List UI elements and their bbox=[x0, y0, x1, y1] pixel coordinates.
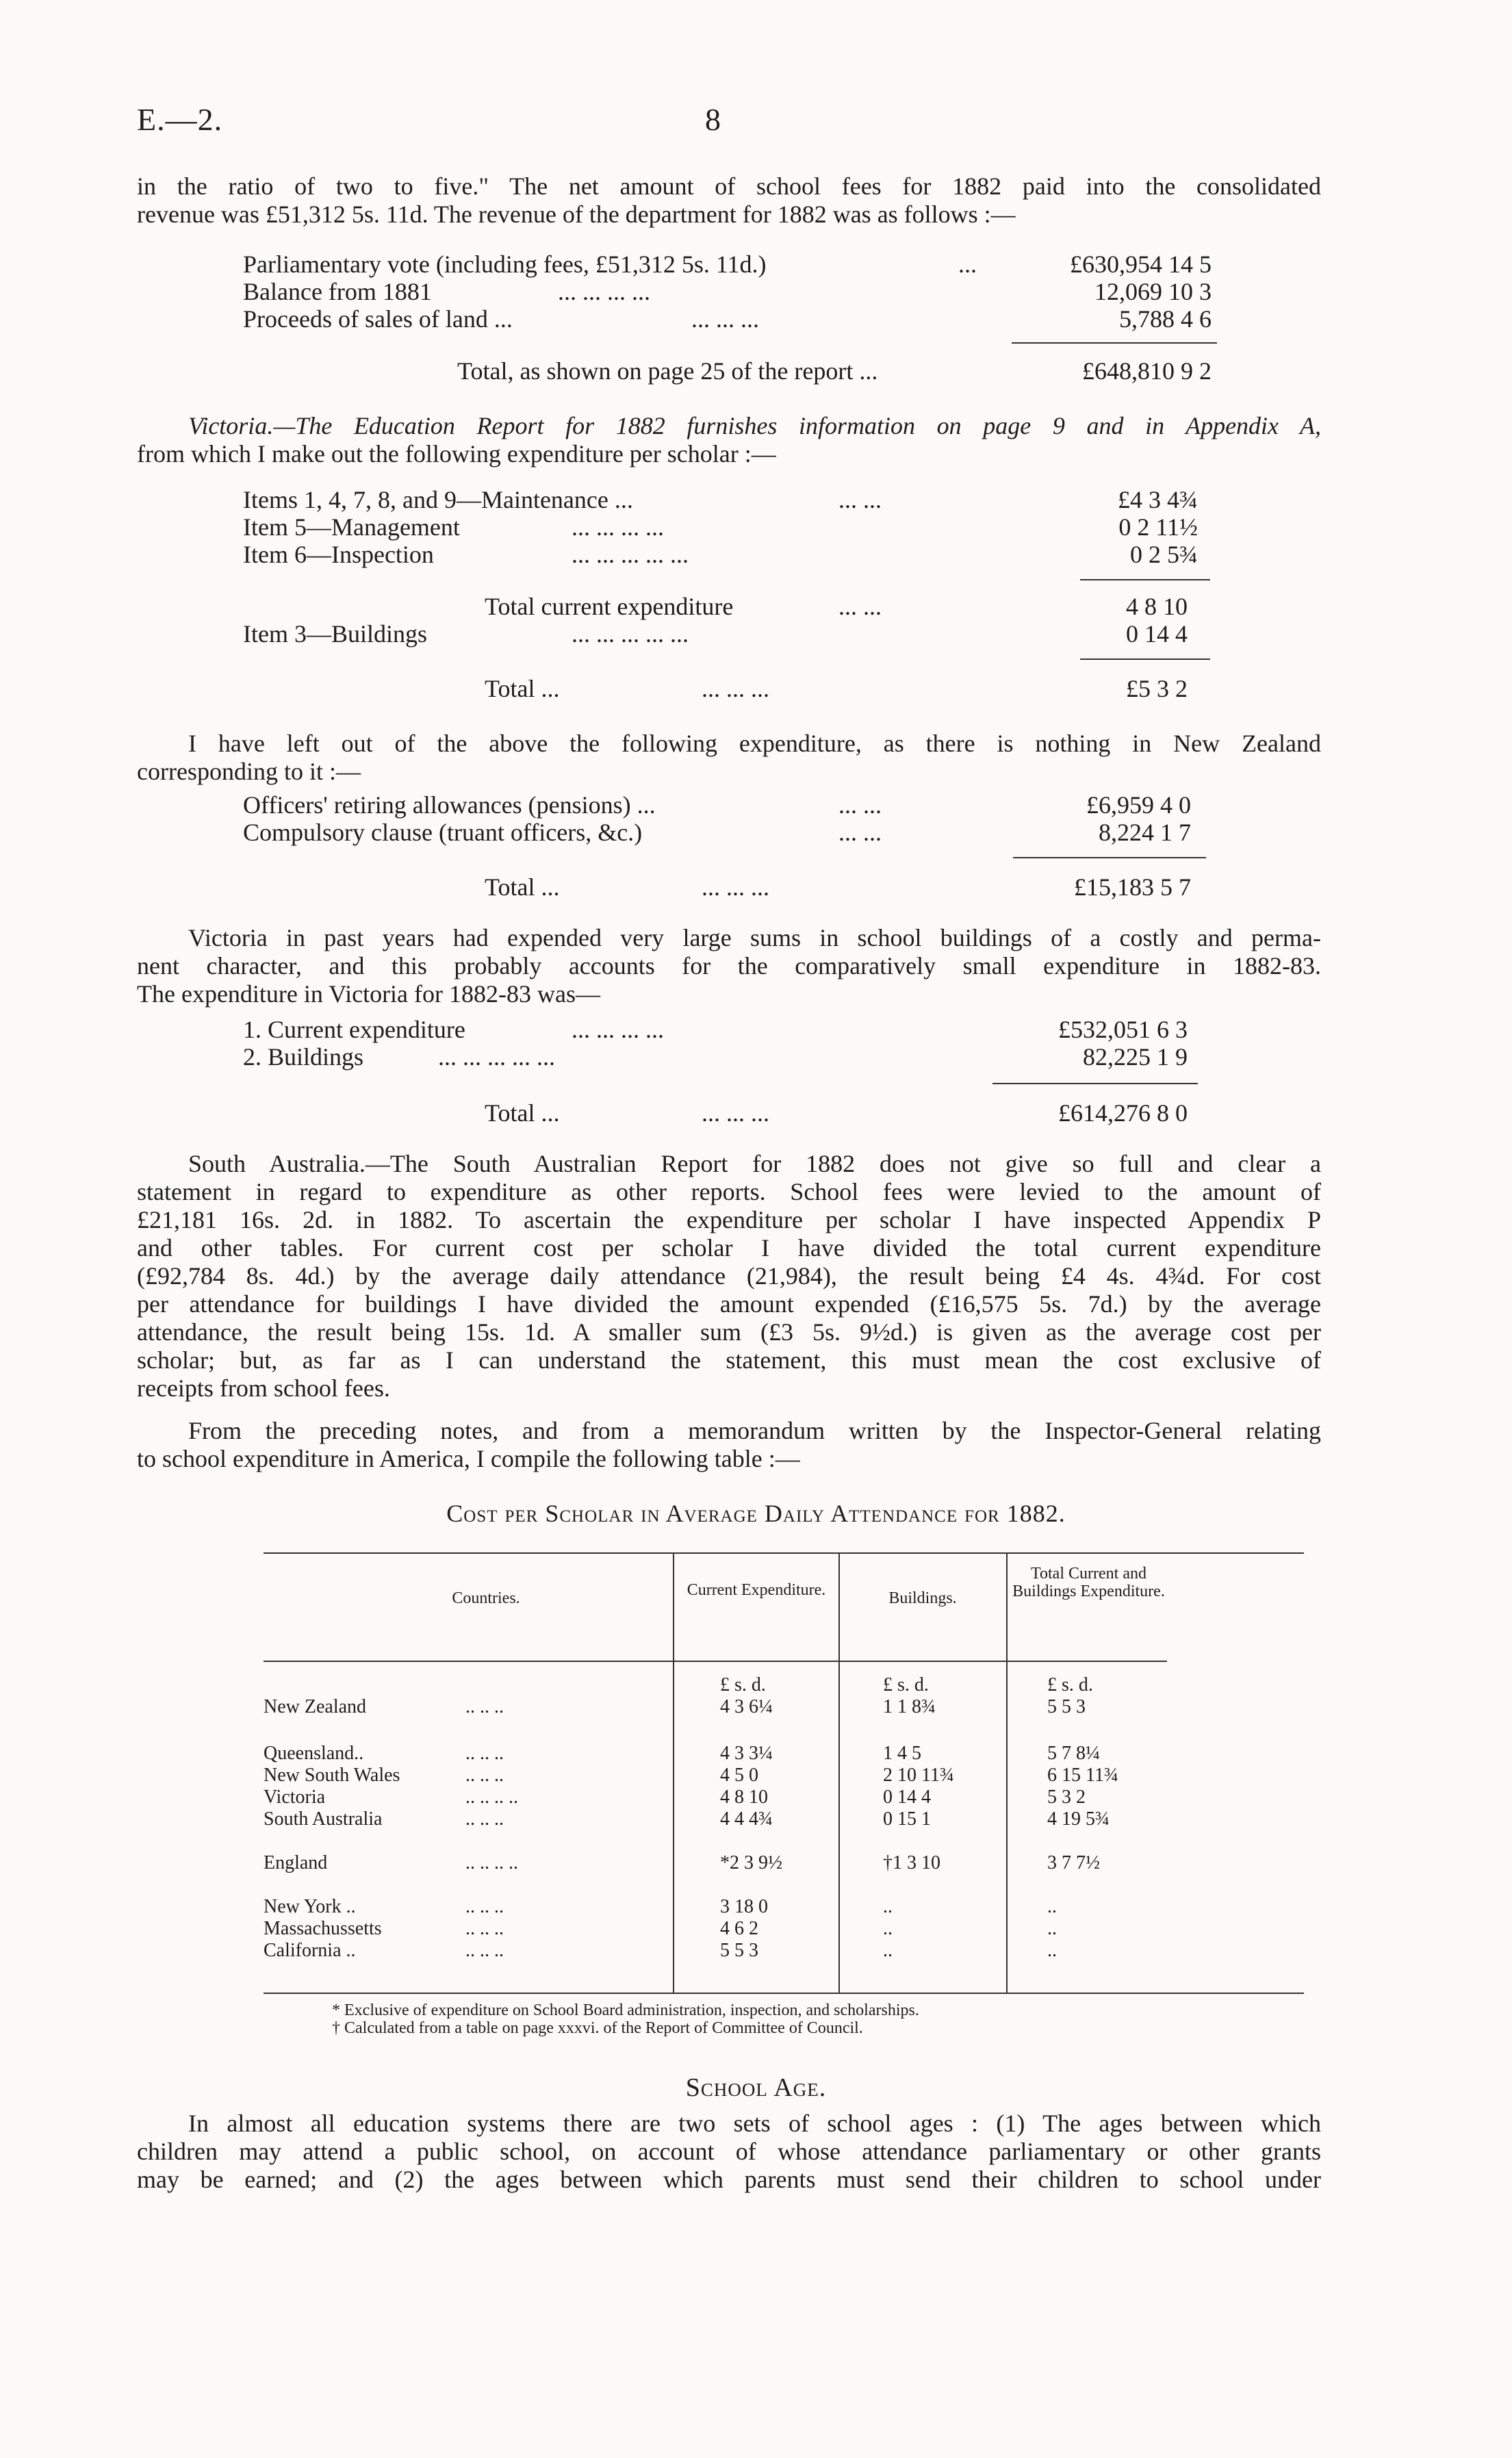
leader-dots: .. .. .. .. bbox=[465, 1852, 518, 1873]
text-line: receipts from school fees. bbox=[137, 1374, 390, 1402]
table-top-rule bbox=[264, 1552, 1304, 1554]
victoria-paragraph bbox=[137, 412, 1321, 468]
total-label: Total ... bbox=[485, 675, 560, 702]
column-divider bbox=[1006, 1552, 1008, 1993]
buildings-cell: 2 10 11¾ bbox=[883, 1765, 954, 1786]
row-amount: £6,959 4 0 bbox=[1086, 791, 1191, 819]
current-cell: 4 6 2 bbox=[720, 1918, 758, 1939]
country-cell: Massachussetts bbox=[264, 1918, 382, 1939]
row-label: Balance from 1881 bbox=[243, 278, 432, 305]
total-cell: 3 7 7½ bbox=[1047, 1852, 1100, 1873]
preceding-paragraph bbox=[137, 1417, 1321, 1473]
leader-dots: ... ... ... ... ... bbox=[572, 541, 689, 568]
table-caption: Cost per Scholar in Average Daily Attendance for 1882. bbox=[446, 1500, 1066, 1527]
column-divider bbox=[838, 1552, 840, 1993]
south-australia-paragraph bbox=[137, 1150, 1321, 1403]
total-cell: .. bbox=[1047, 1918, 1057, 1939]
leader-dots: ... ... ... ... bbox=[572, 513, 664, 541]
header-countries: Countries. bbox=[452, 1589, 520, 1607]
leader-dots: ... ... ... ... ... bbox=[572, 620, 689, 648]
country-cell: California .. bbox=[264, 1940, 356, 1961]
header-buildings: Buildings. bbox=[888, 1589, 957, 1607]
leader-dots: ... ... ... bbox=[702, 675, 769, 702]
leader-dots: ... bbox=[958, 251, 977, 278]
current-cell: 5 5 3 bbox=[720, 1940, 758, 1961]
row-amount: 0 2 5¾ bbox=[1130, 541, 1198, 568]
row-label: Item 6—Inspection bbox=[243, 541, 434, 568]
row-amount: £4 3 4¾ bbox=[1118, 486, 1198, 513]
text-line: statement in regard to expenditure as other reports. School fees were levied to the amount of bbox=[137, 1178, 1321, 1205]
current-cell: 4 5 0 bbox=[720, 1765, 758, 1786]
row-label: Item 5—Management bbox=[243, 513, 460, 541]
total-cell: 5 7 8¼ bbox=[1047, 1743, 1100, 1764]
footnote: † Calculated from a table on page xxxvi. of the Report of Committee of Council. bbox=[332, 2019, 863, 2037]
total-cell: 5 5 3 bbox=[1047, 1696, 1086, 1717]
header-current: Current Expenditure. bbox=[687, 1581, 826, 1599]
sum-rule bbox=[1080, 579, 1210, 580]
row-label: Compulsory clause (truant officers, &c.) bbox=[243, 819, 643, 846]
country-cell: South Australia bbox=[264, 1808, 383, 1830]
text-line: In almost all education systems there are two sets of school ages : (1) The ages between which bbox=[188, 2110, 1321, 2137]
text-line: £21,181 16s. 2d. in 1882. To ascertain the expenditure per scholar I have inspected Appendix P bbox=[137, 1206, 1321, 1233]
text-line: to school expenditure in America, I compile the following table :— bbox=[137, 1445, 800, 1472]
text-line: from which I make out the following expenditure per scholar :— bbox=[137, 440, 776, 468]
leader-dots: ... ... ... bbox=[702, 1099, 769, 1127]
text-line: and other tables. For current cost per scholar I have divided the total current expenditure bbox=[137, 1234, 1321, 1262]
row-amount: £630,954 14 5 bbox=[1070, 251, 1212, 278]
column-divider bbox=[673, 1552, 674, 1993]
leader-dots: ... ... ... bbox=[702, 873, 769, 901]
row-amount: 0 2 11½ bbox=[1118, 513, 1198, 541]
intro-paragraph bbox=[137, 172, 1321, 229]
row-amount: £532,051 6 3 bbox=[1058, 1016, 1188, 1043]
text-line: in the ratio of two to five." The net amount of school fees for 1882 paid into the consolidated bbox=[137, 172, 1321, 200]
row-label: Item 3—Buildings bbox=[243, 620, 427, 648]
text-line: The expenditure in Victoria for 1882-83 was— bbox=[137, 980, 600, 1008]
row-amount: 4 8 10 bbox=[1126, 593, 1188, 620]
leader-dots: ... ... bbox=[838, 819, 882, 846]
victoria-past-paragraph bbox=[137, 924, 1321, 1008]
row-label: Items 1, 4, 7, 8, and 9—Maintenance ... bbox=[243, 486, 633, 513]
leader-dots: ... ... ... ... bbox=[558, 278, 650, 305]
school-age-paragraph bbox=[137, 2110, 1321, 2194]
row-amount: 8,224 1 7 bbox=[1099, 819, 1191, 846]
current-cell: 4 4 4¾ bbox=[720, 1808, 773, 1830]
row-amount: 5,788 4 6 bbox=[1119, 305, 1212, 333]
buildings-cell: .. bbox=[883, 1940, 893, 1961]
leader-dots: ... ... bbox=[838, 593, 882, 620]
section-heading: School Age. bbox=[685, 2073, 827, 2102]
row-label: 1. Current expenditure bbox=[243, 1016, 465, 1043]
country-cell: New York .. bbox=[264, 1896, 356, 1917]
row-amount: 0 14 4 bbox=[1126, 620, 1188, 648]
row-label: Total current expenditure bbox=[485, 593, 734, 620]
country-cell: Queensland.. bbox=[264, 1743, 364, 1764]
text-line: From the preceding notes, and from a memorandum written by the Inspector-General relating bbox=[188, 1417, 1321, 1444]
leader-dots: ... ... ... bbox=[691, 305, 759, 333]
text-line: Victoria.—The Education Report for 1882 furnishes information on page 9 and in Appendix A, bbox=[188, 412, 1321, 439]
row-label: 2. Buildings bbox=[243, 1043, 364, 1071]
current-cell: 4 8 10 bbox=[720, 1787, 768, 1808]
total-label: Total ... bbox=[485, 873, 560, 901]
leader-dots: .. .. .. bbox=[465, 1896, 504, 1917]
series-code: E.—2. bbox=[137, 102, 223, 137]
leader-dots: .. .. .. .. bbox=[465, 1787, 518, 1808]
leader-dots: .. .. .. bbox=[465, 1743, 504, 1764]
leader-dots: .. .. .. bbox=[465, 1918, 504, 1939]
text-line: nent character, and this probably accounts for the comparatively small expenditure in 1882-83. bbox=[137, 952, 1321, 980]
country-cell: Victoria bbox=[264, 1787, 326, 1808]
leader-dots: .. .. .. bbox=[465, 1696, 504, 1717]
sum-rule bbox=[1012, 342, 1217, 344]
sum-rule bbox=[992, 1083, 1198, 1084]
total-cell: 6 15 11¾ bbox=[1047, 1765, 1118, 1786]
text-line: I have left out of the above the following expenditure, as there is nothing in New Zealand bbox=[188, 730, 1321, 757]
leader-dots: ... ... bbox=[838, 791, 882, 819]
text-line: corresponding to it :— bbox=[137, 758, 361, 785]
sum-rule bbox=[1013, 857, 1206, 858]
total-cell: 4 19 5¾ bbox=[1047, 1808, 1110, 1830]
table-bottom-rule bbox=[264, 1993, 1304, 1994]
text-line: per attendance for buildings I have divided the amount expended (£16,575 5s. 7d.) by the average bbox=[137, 1290, 1321, 1318]
row-label: Proceeds of sales of land ... bbox=[243, 305, 513, 333]
total-amount: £5 3 2 bbox=[1126, 675, 1188, 702]
country-cell: New South Wales bbox=[264, 1765, 400, 1786]
country-cell: England bbox=[264, 1852, 328, 1873]
text-line: revenue was £51,312 5s. 11d. The revenue of the department for 1882 was as follows :— bbox=[137, 201, 1016, 228]
row-amount: 82,225 1 9 bbox=[1083, 1043, 1188, 1071]
current-cell: *2 3 9½ bbox=[720, 1852, 782, 1873]
total-cell: .. bbox=[1047, 1896, 1057, 1917]
current-cell: 4 3 6¼ bbox=[720, 1696, 773, 1717]
leader-dots: ... ... bbox=[838, 486, 882, 513]
text-line: may be earned; and (2) the ages between which parents must send their children to school under bbox=[137, 2166, 1321, 2193]
leader-dots: .. .. .. bbox=[465, 1765, 504, 1786]
text-line: (£92,784 8s. 4d.) by the average daily attendance (21,984), the result being £4 4s. 4¾d. For cost bbox=[137, 1262, 1321, 1290]
total-amount: £614,276 8 0 bbox=[1058, 1099, 1188, 1127]
leader-dots: .. .. .. bbox=[465, 1808, 504, 1830]
total-amount: £15,183 5 7 bbox=[1074, 873, 1191, 901]
text-line: scholar; but, as far as I can understand the statement, this must mean the cost exclusive of bbox=[137, 1346, 1321, 1374]
unit-label: £ s. d. bbox=[1047, 1674, 1093, 1695]
buildings-cell: †1 3 10 bbox=[883, 1852, 940, 1873]
footnote: * Exclusive of expenditure on School Board administration, inspection, and scholarships. bbox=[332, 2001, 919, 2019]
row-amount: 12,069 10 3 bbox=[1094, 278, 1212, 305]
table-header-rule bbox=[264, 1661, 1167, 1662]
page-number: 8 bbox=[705, 102, 721, 137]
total-cell: 5 3 2 bbox=[1047, 1787, 1086, 1808]
text-line: South Australia.—The South Australian Report for 1882 does not give so full and clear a bbox=[188, 1150, 1321, 1177]
leader-dots: .. .. .. bbox=[465, 1940, 504, 1961]
text-line: attendance, the result being 15s. 1d. A smaller sum (£3 5s. 9½d.) is given as the average cost per bbox=[137, 1318, 1321, 1346]
left-out-paragraph bbox=[137, 730, 1321, 786]
row-label: Officers' retiring allowances (pensions) ... bbox=[243, 791, 656, 819]
buildings-cell: 1 4 5 bbox=[883, 1743, 921, 1764]
buildings-cell: .. bbox=[883, 1918, 893, 1939]
current-cell: 4 3 3¼ bbox=[720, 1743, 773, 1764]
text-line: children may attend a public school, on account of whose attendance parliamentary or other grants bbox=[137, 2138, 1321, 2165]
unit-label: £ s. d. bbox=[720, 1674, 766, 1695]
buildings-cell: 0 14 4 bbox=[883, 1787, 931, 1808]
total-label: Total ... bbox=[485, 1099, 560, 1127]
buildings-cell: .. bbox=[883, 1896, 893, 1917]
sum-rule bbox=[1080, 658, 1210, 660]
unit-label: £ s. d. bbox=[883, 1674, 929, 1695]
header-total: Total Current and Buildings Expenditure. bbox=[1012, 1565, 1165, 1600]
leader-dots: ... ... ... ... bbox=[572, 1016, 664, 1043]
total-label: Total, as shown on page 25 of the report ... bbox=[457, 357, 878, 385]
current-cell: 3 18 0 bbox=[720, 1896, 768, 1917]
leader-dots: ... ... ... ... ... bbox=[438, 1043, 555, 1071]
buildings-cell: 1 1 8¾ bbox=[883, 1696, 936, 1717]
buildings-cell: 0 15 1 bbox=[883, 1808, 931, 1830]
row-label: Parliamentary vote (including fees, £51,312 5s. 11d.) bbox=[243, 251, 767, 278]
text-line: Victoria in past years had expended very large sums in school buildings of a costly and perma- bbox=[188, 924, 1321, 951]
total-cell: .. bbox=[1047, 1940, 1057, 1961]
country-cell: New Zealand bbox=[264, 1696, 367, 1717]
total-amount: £648,810 9 2 bbox=[1082, 357, 1212, 385]
